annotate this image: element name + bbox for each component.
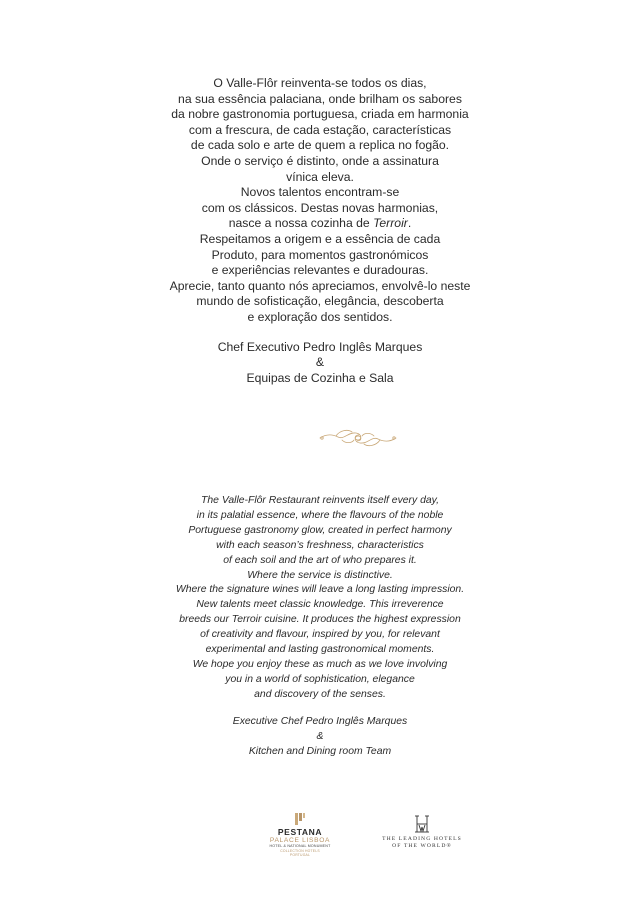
pt-line: com os clássicos. Destas novas harmonias, — [201, 200, 439, 215]
en-line: New talents meet classic knowledge. This irreverence — [196, 599, 444, 611]
pestana-subtitle: PALACE LISBOA — [269, 837, 331, 844]
pt-line-terroir — [0, 216, 640, 232]
pt-line: Novos talentos encontram-se — [240, 185, 400, 200]
pt-line: e exploração dos sentidos. — [247, 309, 393, 324]
pt-line: Produto, para momentos gastronómicos — [211, 247, 429, 262]
pt-line: vínica eleva. — [286, 169, 354, 184]
leading-hotels-logo — [372, 814, 472, 854]
en-line: breeds our Terroir cuisine. It produces the highest expression — [179, 614, 461, 626]
en-signature-team: Kitchen and Dining room Team — [248, 745, 392, 757]
en-line: in its palatial essence, where the flavours of the noble — [196, 509, 444, 521]
pt-line: e experiências relevantes e duradouras. — [211, 263, 429, 278]
pt-line: O Valle-Flôr reinventa-se todos os dias, — [213, 76, 427, 90]
en-line: Where the signature wines will leave a long lasting impression. — [175, 584, 465, 596]
portuguese-intro — [0, 76, 640, 386]
en-signature-chef: Executive Chef Pedro Inglês Marques — [232, 715, 408, 727]
gold-flourish-icon — [318, 424, 398, 450]
pestana-name: PESTANA — [277, 827, 323, 837]
pt-line: com a frescura, de cada estação, características — [188, 122, 452, 137]
pt-signature-amp: & — [315, 355, 325, 370]
pt-signature-chef: Chef Executivo Pedro Inglês Marques — [217, 339, 423, 354]
en-line: experimental and lasting gastronomical moments. — [205, 644, 435, 656]
pt-line: Respeitamos a origem e a essência de cada — [199, 231, 441, 246]
en-line: Portuguese gastronomy glow, created in perfect harmony — [188, 524, 452, 536]
pestana-tagline: HOTEL & NATIONAL MONUMENT — [269, 844, 331, 848]
terroir-word: Terroir — [373, 216, 408, 231]
leading-line-1: THE LEADING HOTELS — [382, 836, 462, 842]
pestana-country: PORTUGAL — [289, 853, 311, 857]
terroir-period: . — [407, 216, 412, 231]
pt-signature-team: Equipas de Cozinha e Sala — [246, 370, 394, 385]
en-line: with each season’s freshness, characteristics — [216, 539, 424, 551]
en-line: Where the service is distinctive. — [247, 569, 393, 581]
pestana-logo — [252, 812, 348, 864]
pestana-collection: COLLECTION HOTELS — [280, 848, 320, 853]
en-line: We hope you enjoy these as much as we love involving — [192, 658, 448, 670]
pestana-p-icon — [293, 812, 307, 826]
pt-line: da nobre gastronomia portuguesa, criada em harmonia — [171, 107, 469, 122]
pt-line: de cada solo e arte de quem a replica no fogão. — [190, 138, 450, 153]
lhw-monogram-icon — [413, 814, 431, 834]
leading-line-2: OF THE WORLD® — [392, 842, 452, 849]
pt-line: mundo de sofisticação, elegância, descoberta — [196, 294, 444, 309]
en-line: and discovery of the senses. — [254, 688, 386, 700]
english-intro — [0, 494, 640, 759]
en-line: of each soil and the art of who prepares it. — [223, 554, 417, 566]
pt-line: Onde o serviço é distinto, onde a assinatura — [201, 153, 439, 168]
en-line: you in a world of sophistication, elegance — [225, 673, 415, 685]
en-line: The Valle-Flôr Restaurant reinvents itself every day, — [201, 495, 439, 506]
pt-terroir-prefix: nasce a nossa cozinha de — [228, 216, 370, 231]
pt-line: na sua essência palaciana, onde brilham os sabores — [178, 91, 462, 106]
pt-line: Aprecie, tanto quanto nós apreciamos, envolvê-lo neste — [169, 278, 471, 293]
en-line: of creativity and flavour, inspired by you, for relevant — [200, 629, 440, 641]
en-signature-amp: & — [316, 730, 324, 742]
